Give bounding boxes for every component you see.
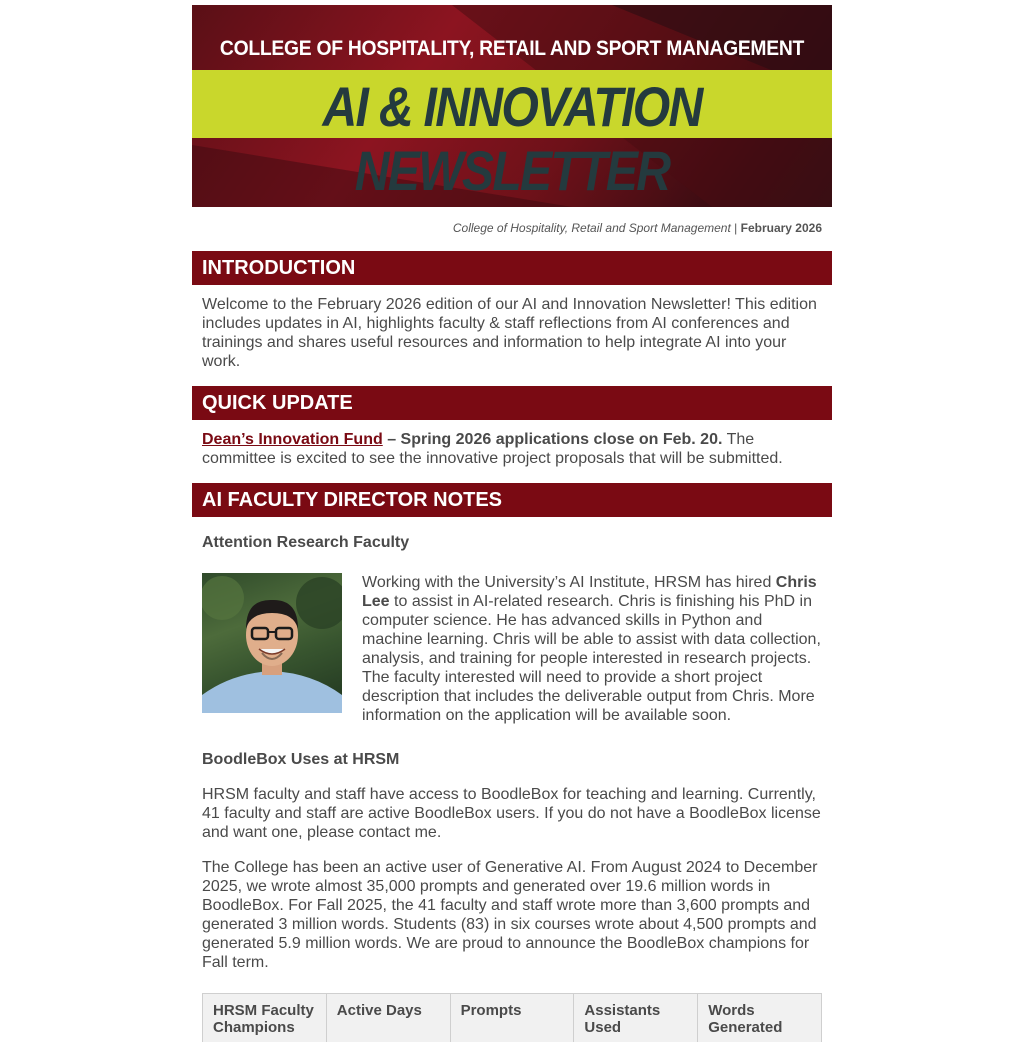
newsletter-banner: [192, 5, 832, 207]
table-header-words: Words Generated: [698, 994, 822, 1042]
researcher-text-before: Working with the University’s AI Institute, HRSM has hired: [362, 574, 776, 591]
byline: [192, 221, 832, 237]
byline-org: College of Hospitality, Retail and Sport Management: [452, 221, 731, 235]
champions-table: [202, 993, 822, 1042]
table-header-champions: HRSM Faculty Champions: [203, 994, 327, 1042]
quick-update-section: [192, 420, 832, 483]
quick-update-rest: The committee is excited to see the innovative project proposals that will be submitted.: [202, 431, 783, 467]
quick-update-heading: QUICK UPDATE: [192, 386, 832, 420]
introduction-heading: INTRODUCTION: [192, 251, 832, 285]
researcher-feature: [202, 573, 822, 725]
attention-research-heading: Attention Research Faculty: [202, 534, 410, 551]
quick-update-text: [202, 430, 822, 468]
quick-update-deadline: – Spring 2026 applications close on Feb. 20.: [382, 431, 723, 448]
banner-title: AI & INNOVATION NEWSLETTER: [322, 75, 702, 202]
director-notes-heading: AI FACULTY DIRECTOR NOTES: [192, 483, 832, 517]
person-portrait-icon: [202, 573, 342, 713]
boodlebox-paragraph-2: The College has been an active user of Generative AI. From August 2024 to December 2025, we wrote almost 35,000 prompts and generated over 19.6 million words in BoodleBox. For Fall 2025, the 41 faculty and staff wrote more than 3,600 prompts and generated 3 million words. Students (83) in six courses wrote about 4,500 prompts and generated 5.9 million words. We are proud to announce the BoodleBox champions for Fall term.: [202, 859, 818, 971]
researcher-text-after: to assist in AI-related research. Chris is finishing his PhD in computer science. He has advanced skills in Python and machine learning. Chris will be able to assist with data collection, analysis, and training for people interested in research projects. The faculty interested will need to provide a short project description that includes the deliverable output from Chris. More information on the application will be available soon.: [362, 593, 821, 724]
boodlebox-heading: BoodleBox Uses at HRSM: [202, 751, 400, 768]
introduction-section: [192, 285, 832, 386]
director-notes-section: [192, 533, 832, 1042]
researcher-photo: [202, 573, 342, 713]
byline-date: February 2026: [740, 221, 822, 235]
deans-innovation-fund-link[interactable]: Dean’s Innovation Fund: [202, 431, 383, 448]
researcher-description: [362, 573, 822, 725]
boodlebox-paragraph-1: HRSM faculty and staff have access to BoodleBox for teaching and learning. Currently, 41 faculty and staff are active BoodleBox users. If you do not have a BoodleBox license and want one, please contact me.: [202, 786, 821, 841]
byline-separator: |: [730, 221, 741, 235]
banner-college-name: COLLEGE OF HOSPITALITY, RETAIL AND SPORT MANAGEMENT: [219, 37, 805, 60]
table-header-prompts: Prompts: [451, 994, 575, 1042]
table-header-active-days: Active Days: [327, 994, 451, 1042]
table-header-assistants: Assistants Used: [574, 994, 698, 1042]
newsletter: [192, 5, 832, 1042]
researcher-name: Chris Lee: [362, 574, 817, 610]
introduction-text: Welcome to the February 2026 edition of our AI and Innovation Newsletter! This edition includes updates in AI, highlights faculty & staff reflections from AI conferences and trainings and shares useful resources and information to help integrate AI into your work.: [202, 296, 817, 370]
